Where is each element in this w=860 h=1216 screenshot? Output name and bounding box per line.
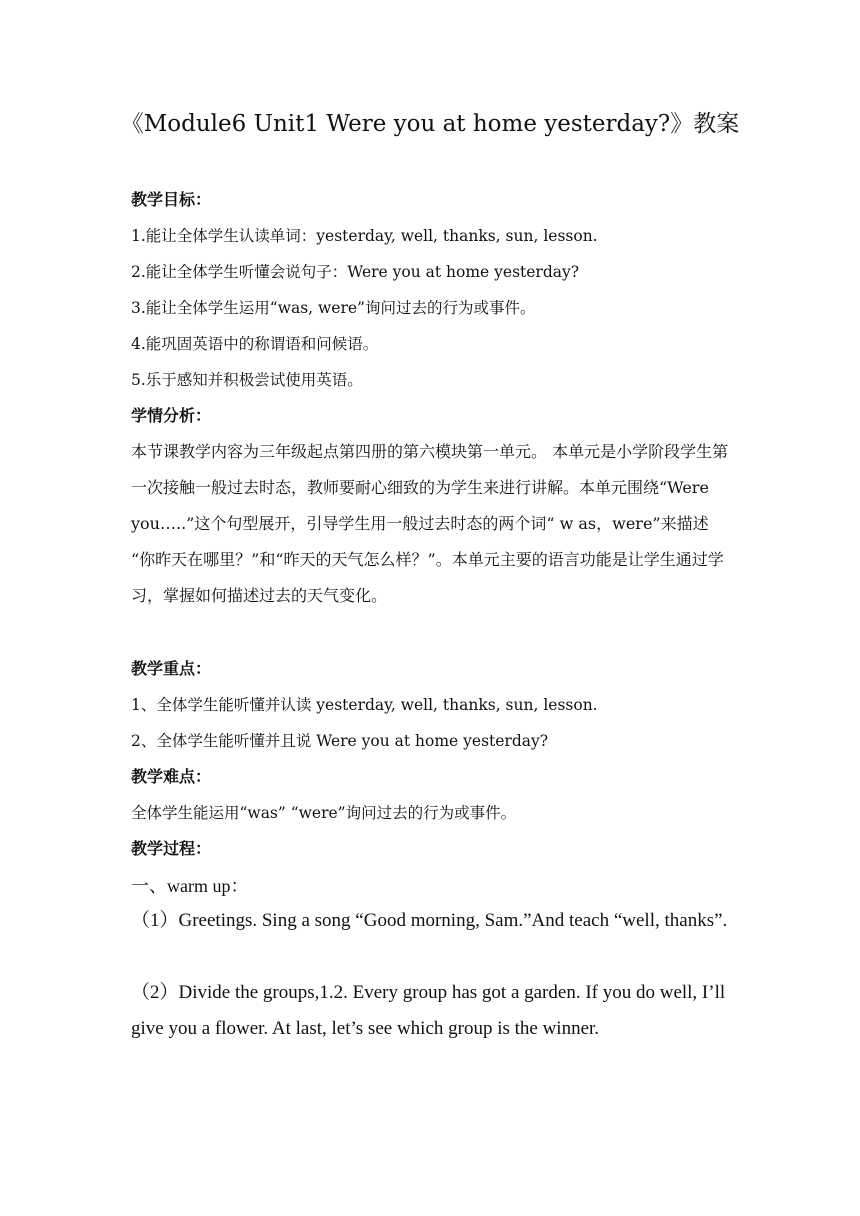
process-item: （1）Greetings. Sing a song “Good morning, Sam.”And teach “well, thanks”. — [131, 910, 728, 931]
key-point-item: 2、全体学生能听懂并且说 Were you at home yesterday? — [131, 732, 549, 750]
difficult-point-text: 全体学生能运用“was” “were”询问过去的行为或事件。 — [131, 804, 517, 822]
analysis-heading: 学情分析： — [131, 406, 212, 425]
process-step-title: 一、warm up： — [131, 876, 249, 896]
process-heading: 教学过程： — [131, 839, 212, 858]
goal-item: 2.能让全体学生听懂会说句子：Were you at home yesterday? — [131, 263, 580, 281]
analysis-paragraph: 本节课教学内容为三年级起点第四册的第六模块第一单元。 本单元是小学阶段学生第一次接触一般过去时态，教师要耐心细致的为学生来进行讲解。本单元围绕“Were you…..”这个句型展开，引导学生用一般过去时态的两个词“ w as，were”来描述 “你昨天在哪里？”和“昨天的天气怎么样？”。本单元主要的语言功能是让学生通过学习，掌握如何描述过去的天气变化。 — [131, 442, 729, 605]
key-points-heading: 教学重点： — [131, 659, 212, 678]
key-point-item: 1、全体学生能听懂并认读 yesterday, well, thanks, sun, lesson. — [131, 696, 598, 714]
difficult-points-heading: 教学难点： — [131, 767, 212, 786]
goal-item: 1.能让全体学生认读单词：yesterday, well, thanks, sun, lesson. — [131, 227, 598, 245]
goals-heading: 教学目标： — [131, 190, 212, 209]
goal-item: 5.乐于感知并积极尝试使用英语。 — [131, 371, 363, 389]
goal-item: 3.能让全体学生运用“was, were”询问过去的行为或事件。 — [131, 299, 536, 317]
goal-item: 4.能巩固英语中的称谓语和问候语。 — [131, 335, 379, 353]
document-title: 《Module6 Unit1 Were you at home yesterday?》教案 — [120, 111, 740, 137]
process-item: （2）Divide the groups,1.2. Every group has got a garden. If you do well, I’ll give you a flower. At last, let’s see which group is the winner. — [131, 982, 726, 1039]
